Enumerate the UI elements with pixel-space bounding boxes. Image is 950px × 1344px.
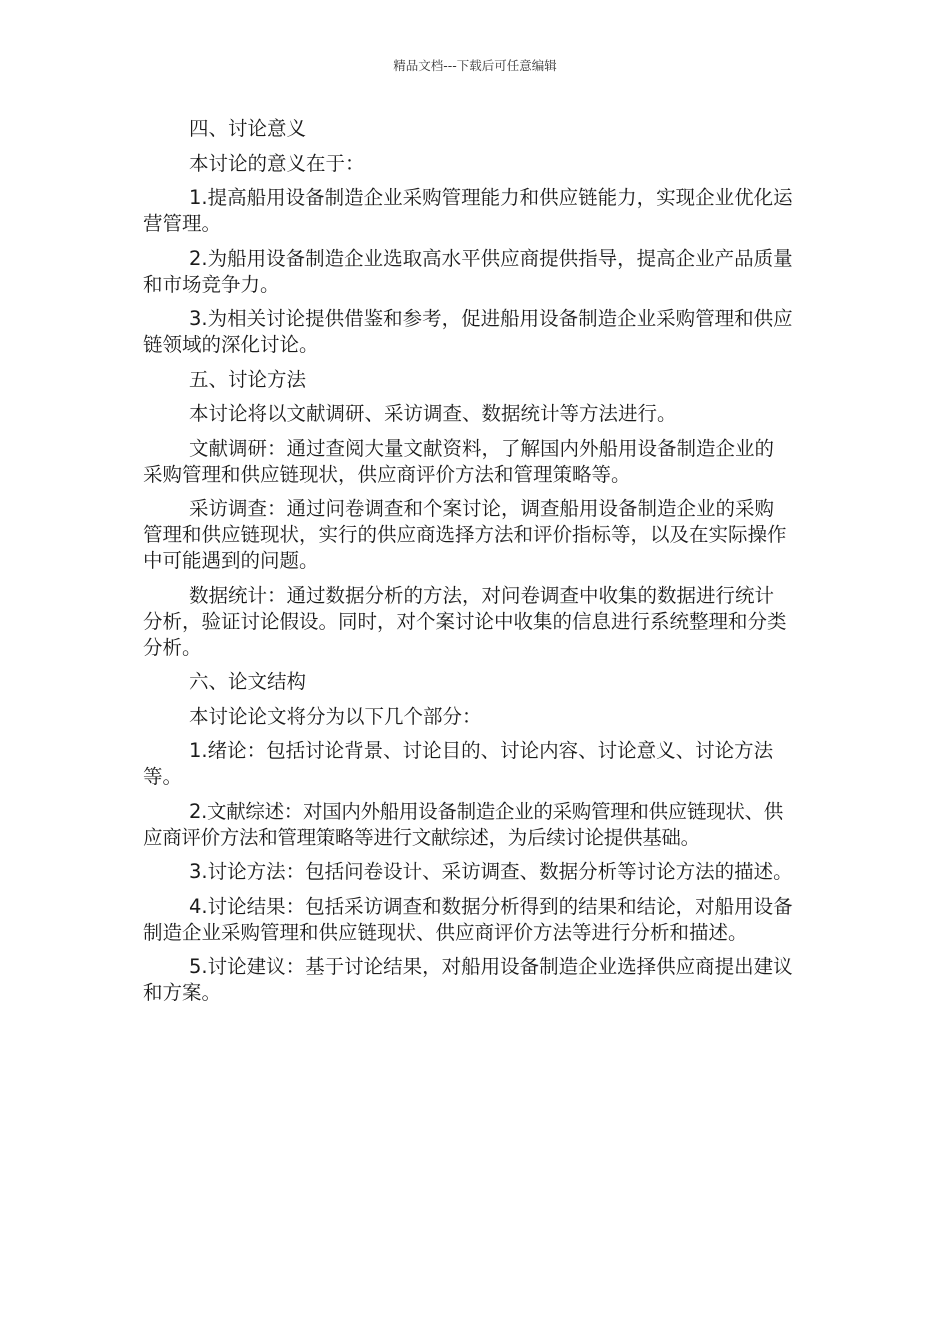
list-item: 1.绪论：包括讨论背景、讨论目的、讨论内容、讨论意义、讨论方法等。 [143,739,774,788]
document-body [143,116,793,1015]
page-header: 精品文档---下载后可任意编辑 [393,58,557,73]
paragraph: 数据统计：通过数据分析的方法，对问卷调查中收集的数据进行统计分析，验证讨论假设。同时，对个案讨论中收集的信息进行系统整理和分类分析。 [143,583,787,659]
section-heading-significance: 四、讨论意义 [189,117,307,140]
list-item: 3.为相关讨论提供借鉴和参考，促进船用设备制造企业采购管理和供应链领域的深化讨论。 [143,307,793,356]
list-item: 2.文献综述：对国内外船用设备制造企业的采购管理和供应链现状、供应商评价方法和管理策略等进行文献综述，为后续讨论提供基础。 [143,799,784,849]
paragraph: 本讨论的意义在于： [189,151,365,175]
section-heading-structure: 六、论文结构 [189,670,307,693]
paragraph: 本讨论论文将分为以下几个部分： [189,704,482,728]
paragraph: 文献调研：通过查阅大量文献资料，了解国内外船用设备制造企业的采购管理和供应链现状，供应商评价方法和管理策略等。 [143,436,775,486]
section-heading-methods: 五、讨论方法 [189,367,307,391]
list-item: 2.为船用设备制造企业选取高水平供应商提供指导，提高企业产品质量和市场竞争力。 [143,246,793,296]
list-item: 3.讨论方法：包括问卷设计、采访调查、数据分析等讨论方法的描述。 [189,860,793,883]
list-item: 1.提高船用设备制造企业采购管理能力和供应链能力，实现企业优化运营管理。 [143,186,793,235]
list-item: 4.讨论结果：包括采访调查和数据分析得到的结果和结论，对船用设备制造企业采购管理和供应链现状、供应商评价方法等进行分析和描述。 [143,894,793,944]
paragraph: 采访调查：通过问卷调查和个案讨论，调查船用设备制造企业的采购管理和供应链现状，实行的供应商选择方法和评价指标等，以及在实际操作中可能遇到的问题。 [143,497,787,572]
paragraph: 本讨论将以文献调研、采访调查、数据统计等方法进行。 [189,402,677,425]
list-item: 5.讨论建议：基于讨论结果，对船用设备制造企业选择供应商提出建议和方案。 [143,955,793,1004]
